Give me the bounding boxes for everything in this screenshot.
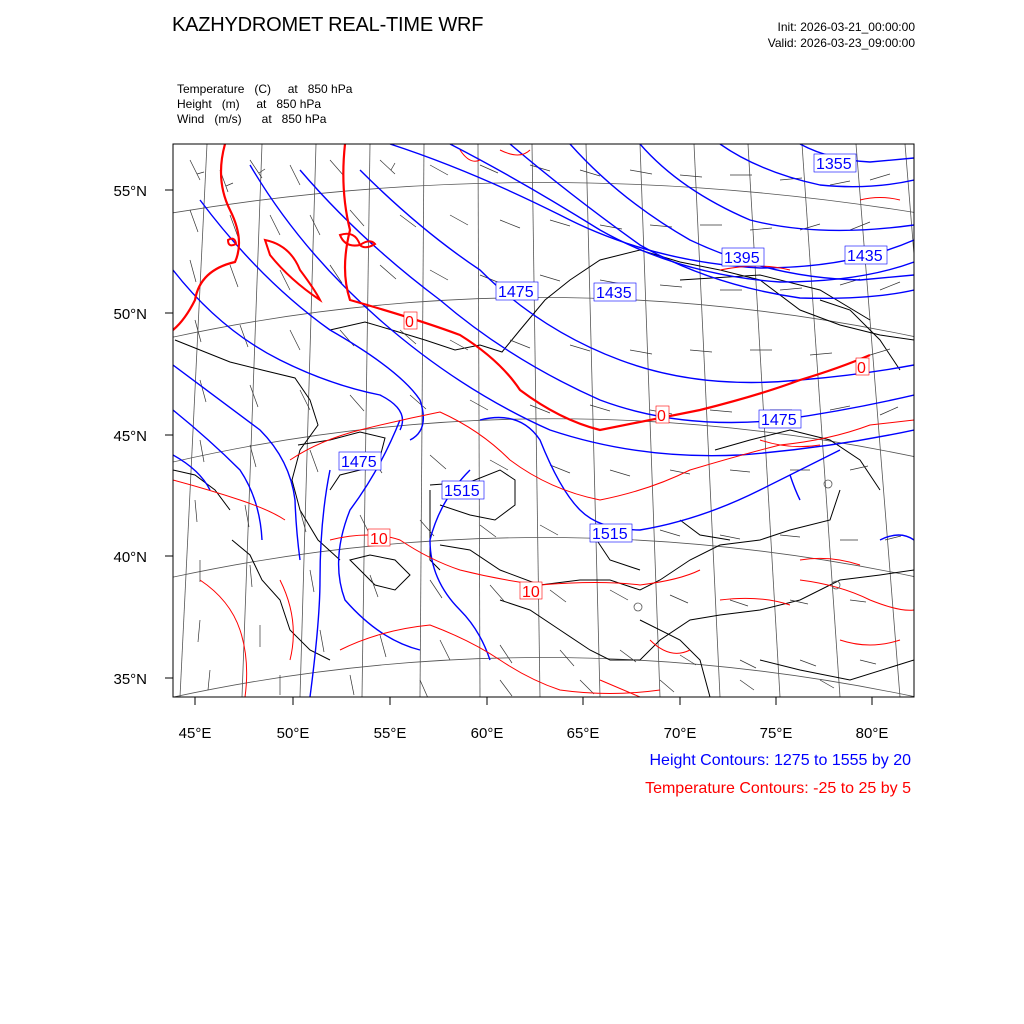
temperature-contour-labels <box>368 312 869 601</box>
temperature-contours <box>173 144 914 697</box>
height-label: 1475 <box>761 412 797 429</box>
lat-ticks <box>165 190 173 678</box>
variable-height: Height (m) at 850 hPa <box>177 97 322 111</box>
lon-label-75: 75°E <box>759 725 793 742</box>
height-legend: Height Contours: 1275 to 1555 by 20 <box>649 752 911 769</box>
lon-label-60: 60°E <box>470 725 504 742</box>
temperature-label: 0 <box>657 408 666 425</box>
height-label: 1395 <box>724 250 760 267</box>
height-label: 1515 <box>592 526 628 543</box>
height-label: 1475 <box>341 454 377 471</box>
temperature-label: 0 <box>857 360 866 377</box>
variable-temperature: Temperature (C) at 850 hPa <box>177 82 353 96</box>
height-contours <box>173 144 914 697</box>
lon-label-50: 50°E <box>276 725 310 742</box>
init-time: Init: 2026-03-21_00:00:00 <box>777 20 915 34</box>
height-label: 1435 <box>596 285 632 302</box>
variable-wind: Wind (m/s) at 850 hPa <box>177 112 327 126</box>
lon-label-80: 80°E <box>855 725 889 742</box>
lat-label-50: 50°N <box>113 306 147 323</box>
temperature-label: 10 <box>522 584 540 601</box>
height-label: 1515 <box>444 483 480 500</box>
lon-label-55: 55°E <box>373 725 407 742</box>
lat-label-35: 35°N <box>113 671 147 688</box>
lon-ticks <box>195 697 872 705</box>
height-label: 1475 <box>498 284 534 301</box>
lat-label-40: 40°N <box>113 549 147 566</box>
valid-time: Valid: 2026-03-23_09:00:00 <box>767 36 915 50</box>
lon-label-65: 65°E <box>566 725 600 742</box>
height-label: 1435 <box>847 248 883 265</box>
lat-label-45: 45°N <box>113 428 147 445</box>
wind-barbs <box>190 160 901 698</box>
lon-label-70: 70°E <box>663 725 697 742</box>
lat-label-55: 55°N <box>113 183 147 200</box>
temperature-legend: Temperature Contours: -25 to 25 by 5 <box>645 780 911 797</box>
temperature-label: 10 <box>370 531 388 548</box>
temperature-label: 0 <box>405 314 414 331</box>
chart-title: KAZHYDROMET REAL-TIME WRF <box>172 14 484 36</box>
lon-label-45: 45°E <box>178 725 212 742</box>
meridians <box>180 144 950 697</box>
map-frame <box>173 144 914 697</box>
height-label: 1355 <box>816 156 852 173</box>
calm-markers <box>634 480 840 611</box>
